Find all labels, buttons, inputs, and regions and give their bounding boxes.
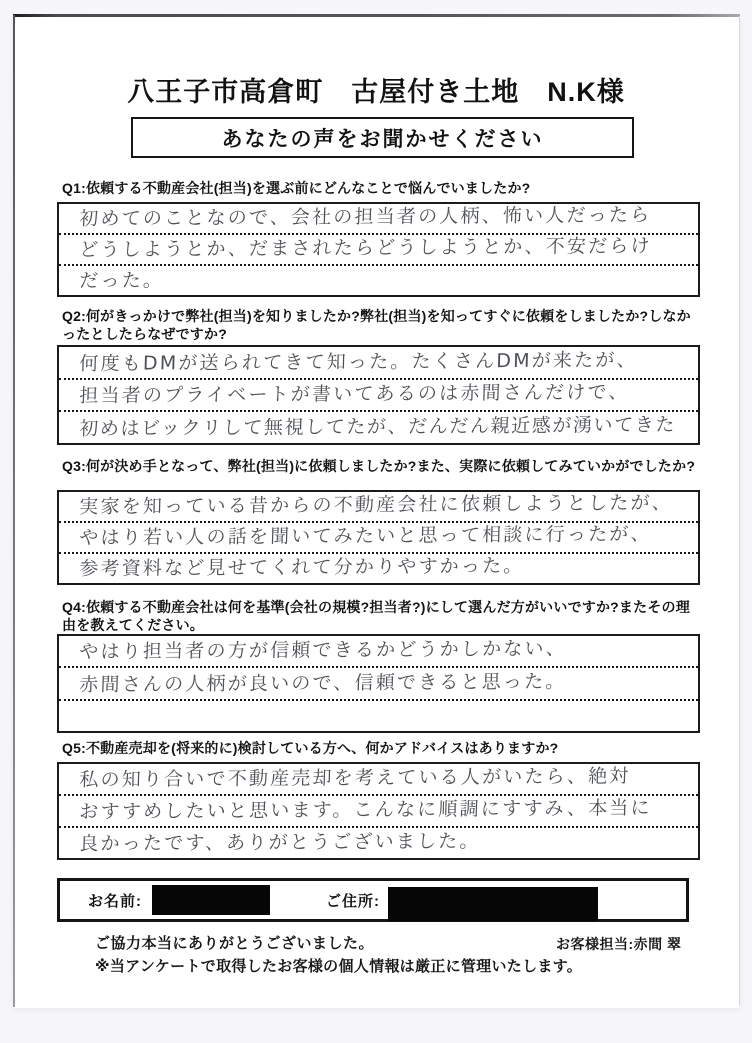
address-redaction-box [388, 887, 598, 921]
scan-edge-right [739, 16, 740, 1006]
answer-row [59, 794, 698, 826]
answer-row [59, 552, 698, 583]
handwritten-answer-line: 初めはビックリして無視してたが、だんだん親近感が湧いてきた [79, 413, 677, 441]
question-4-label: Q4:依頼する不動産会社は何を基準(会社の規模?担当者?)にして選んだ方がいいですか?またその理由を教えてください。 [62, 599, 690, 633]
question-3-answer-box [57, 490, 700, 585]
handwritten-answer-line: やはり担当者の方が信頼できるかどうかしかない、 [79, 637, 568, 664]
name-redaction-box [152, 885, 270, 915]
answer-row [59, 204, 698, 233]
answer-row [59, 521, 698, 552]
handwritten-answer-line: どうしようとか、だまされたらどうしようとか、不安だらけ [79, 234, 653, 261]
handwritten-answer-line: だった。 [79, 269, 165, 292]
address-field-label: ご住所: [326, 892, 380, 910]
answer-row [59, 492, 698, 521]
question-2-answer-box [57, 345, 700, 445]
answer-row [59, 347, 698, 378]
question-2-label: Q2:何がきっかけで弊社(担当)を知りましたか?弊社(担当)を知ってすぐに依頼をしましたか?しなかったとしたらなぜですか? [62, 308, 691, 342]
banner-box [131, 117, 634, 158]
question-3-label: Q3:何が決め手となって、弊社(担当)に依頼しましたか?また、実際に依頼してみていかがでしたか? [62, 458, 696, 474]
banner-text: あなたの声をお聞かせください [221, 127, 544, 151]
question-5-label: Q5:不動産売却を(将来的に)検討している方へ、何かアドバイスはありますか? [62, 740, 559, 756]
answer-row [59, 378, 698, 411]
footer-staff-name: お客様担当:赤間 翠 [556, 936, 682, 952]
name-field-label: お名前: [88, 892, 142, 910]
question-1-label: Q1:依頼する不動産会社(担当)を選ぶ前にどんなことで悩んでいましたか? [62, 180, 531, 196]
handwritten-answer-line: 私の知り合いで不動産売却を考えている人がいたら、絶対 [79, 765, 631, 791]
answer-row [59, 264, 698, 295]
answer-row [59, 636, 698, 666]
handwritten-answer-line: やはり若い人の話を聞いてみたいと思って相談に行ったが、 [79, 522, 653, 549]
footer-privacy-note: ※当アンケートで取得したお客様の個人情報は厳正に管理いたします。 [95, 958, 583, 975]
answer-row [59, 666, 698, 698]
answer-row [59, 699, 698, 731]
page-title: 八王子市高倉町 古屋付き土地 N.K様 [127, 77, 625, 107]
handwritten-answer-line: 良かったです、ありがとうございました。 [79, 830, 481, 855]
handwritten-answer-line: おすすめしたいと思います。こんなに順調にすすみ、本当に [79, 796, 653, 823]
answer-row [59, 764, 698, 794]
handwritten-answer-line: 参考資料など見せてくれて分かりやすかった。 [79, 554, 525, 580]
answer-row [59, 233, 698, 264]
answer-row [59, 410, 698, 443]
question-4-answer-box [57, 634, 700, 733]
handwritten-answer-line: 何度もDMが送られてきて知った。たくさんDMが来たが、 [79, 348, 639, 375]
answer-row [59, 826, 698, 858]
question-5-answer-box [57, 762, 700, 860]
question-1-answer-box [57, 202, 700, 297]
scan-edge-left [13, 15, 15, 1007]
scan-edge-top [13, 14, 740, 17]
contact-bar [57, 878, 689, 922]
handwritten-answer-line: 赤間さんの人柄が良いので、信頼できると思った。 [79, 670, 567, 696]
handwritten-answer-line: 初めてのことなので、会社の担当者の人柄、怖い人だったら [79, 204, 652, 230]
footer-thanks-text: ご協力本当にありがとうございました。 [95, 935, 375, 952]
handwritten-answer-line: 実家を知っている昔からの不動産会社に依頼しようとしたが、 [79, 491, 674, 518]
handwritten-answer-line: 担当者のプライベートが書いてあるのは赤間さんだけで、 [79, 381, 630, 408]
